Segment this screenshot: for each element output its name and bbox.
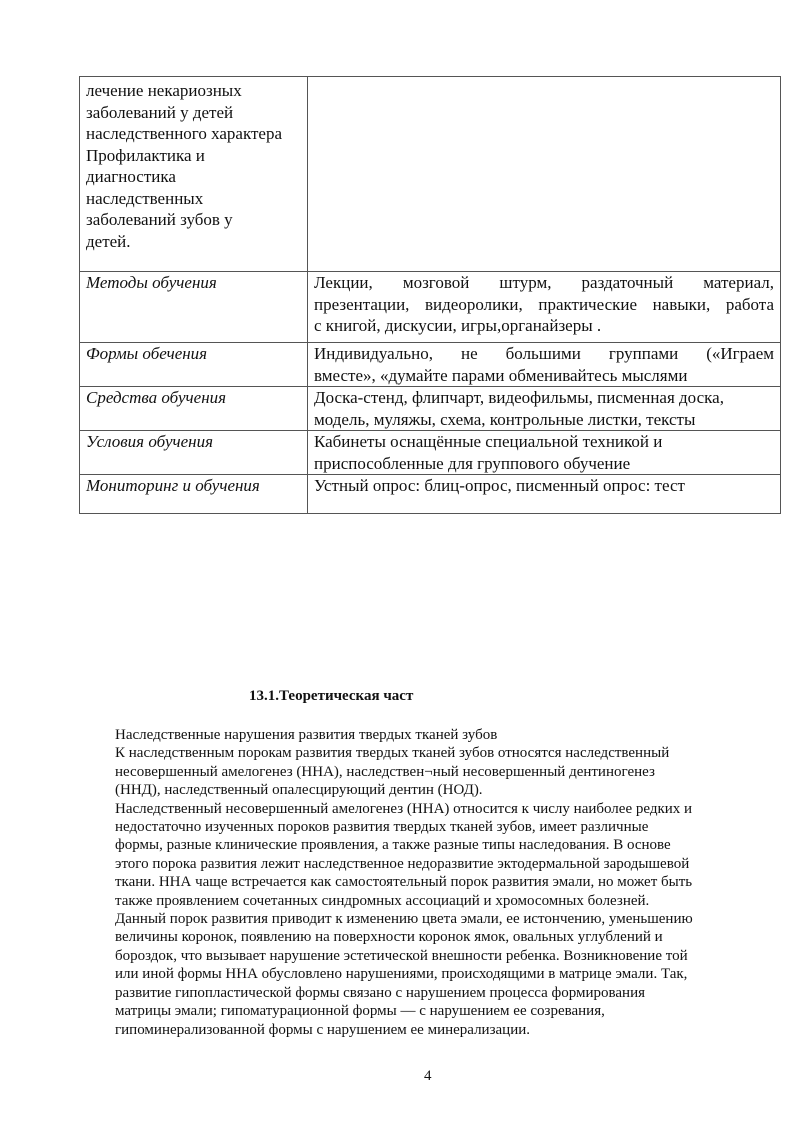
body-line: или иной формы ННА обусловлено нарушениями, происходящими в матрице эмали. Так, — [115, 966, 688, 983]
topic-line: заболеваний зубов у — [86, 210, 233, 229]
body-line: ткани. ННА чаще встречается как самостоятельный порок развития эмали, но может быть — [115, 874, 693, 891]
table-row — [80, 387, 781, 431]
topic-line: диагностика — [86, 167, 176, 186]
row-value — [308, 431, 781, 475]
table-row — [80, 431, 781, 475]
table-row — [80, 475, 781, 514]
value-line: презентации, видеоролики, практические навыки, работа — [314, 294, 774, 314]
topic-line: Профилактика и — [86, 145, 205, 165]
body-line: Данный порок развития приводит к изменению цвета эмали, ее истончению, уменьшению — [115, 911, 693, 928]
value-line: Лекции, мозговой штурм, раздаточный материал, — [314, 273, 774, 292]
body-line: развитие гипопластической формы связано с нарушением процесса формирования — [115, 984, 646, 1001]
body-line: величины коронок, появлению на поверхности коронок ямок, овальных углублений и — [115, 929, 663, 946]
value-line: Устный опрос: блиц-опрос, писменный опрос: тест — [314, 476, 685, 495]
body-line: бороздок, что вызывает нарушение эстетической внешности ребенка. Возникновение той — [115, 947, 688, 964]
row-value — [308, 343, 781, 387]
row-value — [308, 475, 781, 514]
body-line: этого порока развития лежит наследственное недоразвитие эктодермальной зародышевой — [115, 855, 690, 872]
row-value — [308, 272, 781, 343]
body-line: также проявлением сочетанных синдромных ассоциаций и хромосомных болезней. — [115, 892, 650, 909]
row-label: Условия обучения — [80, 431, 308, 475]
body-line: недостаточно изученных пороков развития твердых тканей зубов, имеет различные — [115, 819, 649, 836]
table-row — [80, 343, 781, 387]
value-line: вместе», «думайте парами обменивайтесь мыслями — [314, 365, 688, 385]
topic-line: наследственного характера — [86, 124, 283, 143]
row-label: Формы обечения — [80, 343, 308, 387]
syllabus-table — [79, 76, 781, 514]
body-line: Наследственный несовершенный амелогенез (ННА) относится к числу наиболее редких и — [115, 800, 693, 817]
body-line: формы, разные клинические проявления, а также разные типы наследования. В основе — [115, 837, 671, 854]
page-number: 4 — [424, 1068, 432, 1084]
table-row — [80, 272, 781, 343]
row-label: Методы обучения — [80, 272, 308, 343]
body-line: несовершенный амелогенез (ННА), наследствен¬ный несовершенный дентиногенез — [115, 763, 655, 780]
section-heading: 13.1.Теоретическая част — [249, 688, 414, 704]
row-value — [308, 387, 781, 431]
body-line: гипоминерализованной формы с нарушением ее минерализации. — [115, 1021, 530, 1038]
row-label: Мониторинг и обучения — [80, 475, 308, 514]
value-line: приспособленные для группового обучение — [314, 453, 631, 473]
topic-line: наследственных — [86, 188, 204, 208]
table-row — [80, 77, 781, 272]
row-label: Средства обучения — [80, 387, 308, 431]
body-line: (ННД), наследственный опалесцирующий дентин (НОД). — [115, 782, 483, 799]
value-line: Кабинеты оснащённые специальной техникой и — [314, 432, 663, 451]
topic-cell — [80, 77, 308, 272]
topic-line: детей. — [86, 231, 131, 251]
body-line: Наследственные нарушения развития твердых тканей зубов — [115, 727, 498, 743]
value-line: с книгой, дискусии, игры,органайзеры . — [314, 316, 602, 335]
body-line: К наследственным порокам развития твердых тканей зубов относятся наследственный — [115, 745, 670, 762]
empty-cell — [308, 77, 781, 272]
value-line: Доска-стенд, флипчарт, видеофильмы, писменная доска, — [314, 388, 724, 407]
topic-line: лечение некариозных — [86, 81, 242, 100]
body-line: матрицы эмали; гипоматурационной формы — с нарушением ее созревания, — [115, 1003, 605, 1020]
topic-line: заболеваний у детей — [86, 102, 234, 122]
section-body — [115, 726, 745, 1039]
value-line: Индивидуально, не большими группами («Играем — [314, 344, 774, 363]
value-line: модель, муляжы, схема, контрольные листки, тексты — [314, 409, 696, 429]
